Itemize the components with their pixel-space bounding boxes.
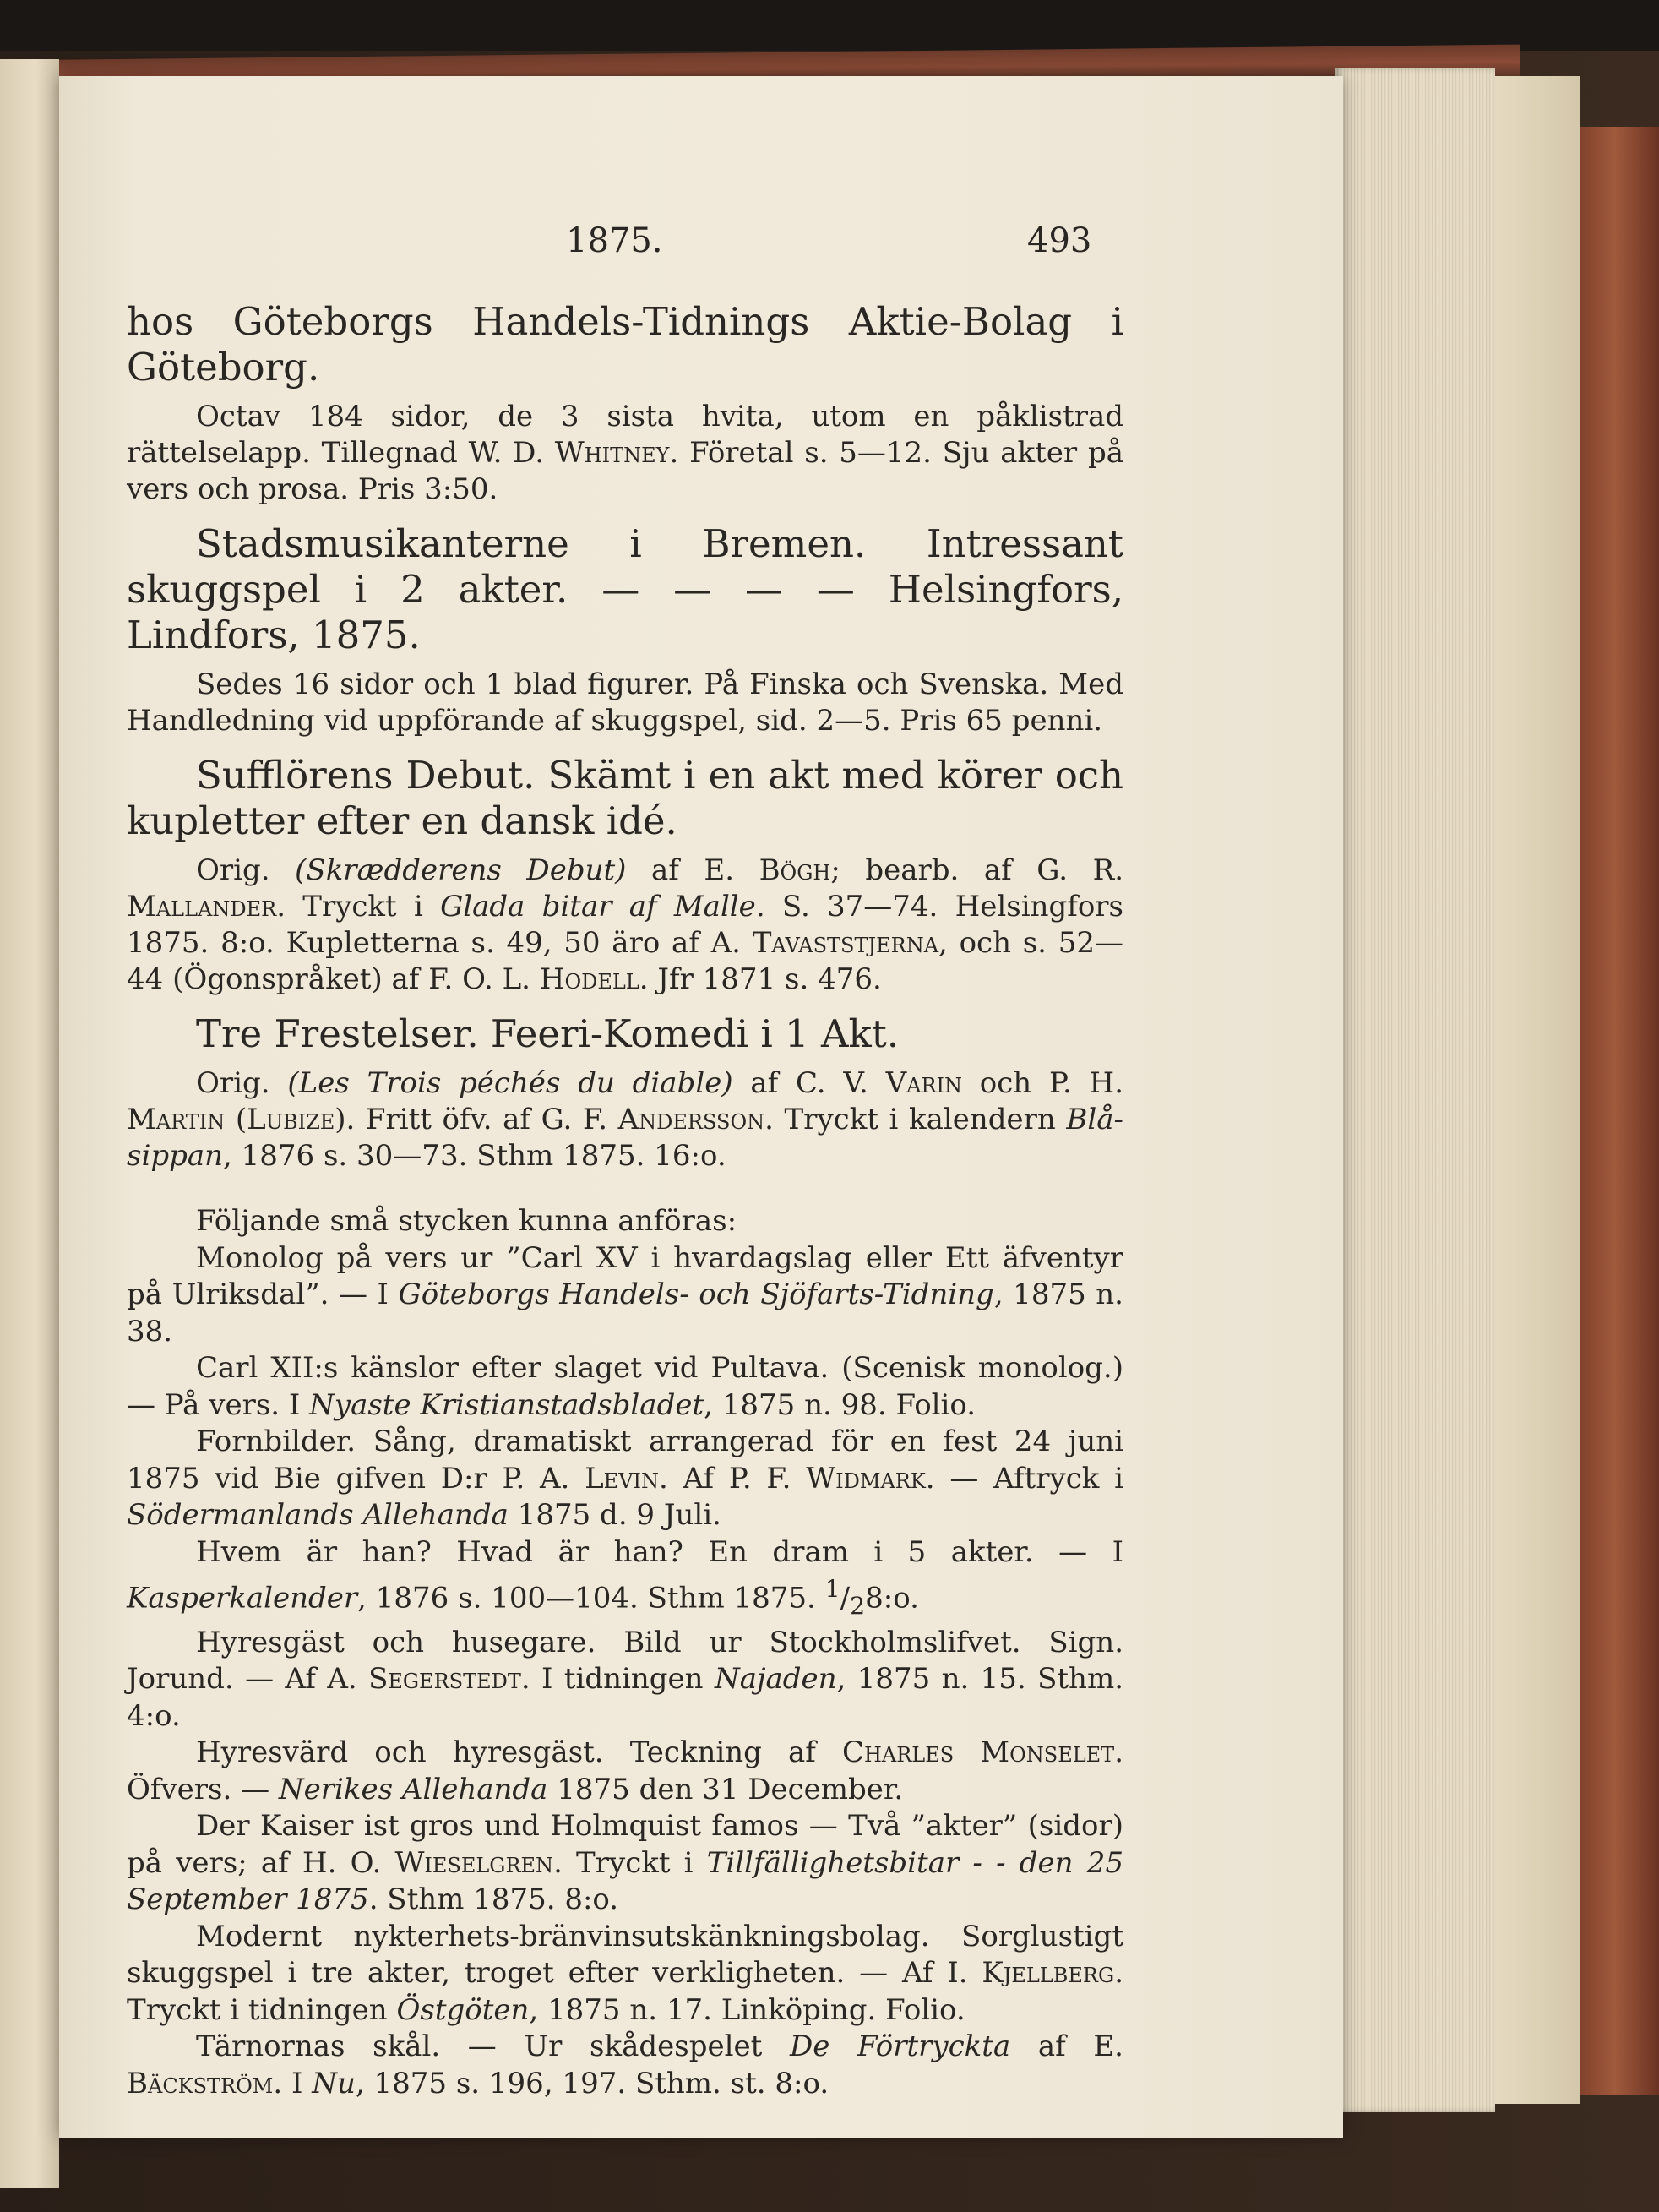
list-item: Monolog på vers ur ”Carl XV i hvardagslag eller Ett äfventyr på Ulriksdal”. — I Göteborgs Handels- och Sjöfarts-Tidning, 1875 n. 38. xyxy=(127,1240,1123,1348)
list-item: Fornbilder. Sång, dramatiskt arrangerad för en fest 24 juni 1875 vid Bie gifven D:r P. A. Levin. Af P. F. Widmark. — Aftryck i Södermanlands Allehanda 1875 d. 9 Juli. xyxy=(127,1425,1123,1532)
entry-body: Octav 184 sidor, de 3 sista hvita, utom en påklistrad rättelselapp. Tillegnad W. D. Whitney. Företal s. 5—12. Sju akter på vers och prosa. Pris 3:50. xyxy=(127,400,1123,506)
list-item: Der Kaiser ist gros und Holmquist famos — Två ”akter” (sidor) på vers; af H. O. Wieselgren. Tryckt i Tillfällighetsbitar - - den 25 September 1875. Sthm 1875. 8:o. xyxy=(127,1809,1124,1917)
list-item: Carl XII:s känslor efter slaget vid Pultava. (Scenisk monolog.) — På vers. I Nyaste Kristianstadsbladet, 1875 n. 98. Folio. xyxy=(127,1351,1123,1422)
page-number: 493 xyxy=(1027,221,1092,260)
entry-body: Orig. (Skrædderens Debut) af E. Bögh; bearb. af G. R. Mallander. Tryckt i Glada bitar af Malle. S. 37—74. Helsingfors 1875. 8:o. Kupletterna s. 49, 50 äro af A. Tavaststjerna, och s. 52—44 (Ögonspråket) af F. O. L. Hodell. Jfr 1871 s. 476. xyxy=(127,853,1123,996)
entry-body: Sedes 16 sidor och 1 blad figurer. På Finska och Svenska. Med Handledning vid uppförande af skuggspel, sid. 2—5. Pris 65 penni. xyxy=(127,667,1123,738)
book-back-board xyxy=(1487,76,1580,2104)
small-pieces-intro: Följande små stycken kunna anföras: xyxy=(196,1204,737,1238)
list-item: Hyresvärd och hyresgäst. Teckning af Charles Monselet. Öfvers. — Nerikes Allehanda 1875 den 31 December. xyxy=(127,1735,1124,1806)
small-pieces-list xyxy=(127,1240,1123,2103)
list-item: Hvem är han? Hvad är han? En dram i 5 akter. — I Kasperkalender, 1876 s. 100—104. Sthm 1875. $^1/_28:o$. xyxy=(127,1534,1123,1621)
entry xyxy=(127,521,1123,739)
header-year: 1875. xyxy=(566,221,663,260)
book-back-cover xyxy=(1571,127,1659,2095)
entry xyxy=(127,753,1123,998)
entry-title: Sufflörens Debut. Skämt i en akt med körer och kupletter efter en dansk idé. xyxy=(127,753,1123,843)
entry-title: Stadsmusikanterne i Bremen. Intressant skuggspel i 2 akter. — — — — Helsingfors, Lindfors, 1875. xyxy=(127,521,1123,657)
entry-title: Tre Frestelser. Feeri-Komedi i 1 Akt. xyxy=(196,1011,900,1056)
entry xyxy=(127,299,1123,508)
page-block-edge xyxy=(1335,68,1495,2112)
list-item: Tärnornas skål. — Ur skådespelet De Förtryckta af E. Bäckström. I Nu, 1875 s. 196, 197. Sthm. st. 8:o. xyxy=(127,2029,1123,2100)
page-text xyxy=(127,221,1123,2102)
list-item: Modernt nykterhets-bränvinsutskänkningsbolag. Sorglustigt skuggspel i tre akter, troget efter verkligheten. — Af I. Kjellberg. Tryckt i tidningen Östgöten, 1875 n. 17. Linköping. Folio. xyxy=(127,1919,1123,2027)
list-item: Hyresgäst och husegare. Bild ur Stockholmslifvet. Sign. Jorund. — Af A. Segerstedt. I tidningen Najaden, 1875 n. 15. Sthm. 4:o. xyxy=(127,1625,1124,1733)
running-header xyxy=(127,221,1123,281)
entry-title: hos Göteborgs Handels-Tidnings Aktie-Bolag i Göteborg. xyxy=(127,299,1123,390)
entry xyxy=(127,1011,1123,1174)
facing-page-edge xyxy=(0,59,59,2188)
entry-body: Orig. (Les Trois péchés du diable) af C. V. Varin och P. H. Martin (Lubize). Fritt öfv. af G. F. Andersson. Tryckt i kalendern Blå-sippan, 1876 s. 30—73. Sthm 1875. 16:o. xyxy=(127,1066,1123,1173)
